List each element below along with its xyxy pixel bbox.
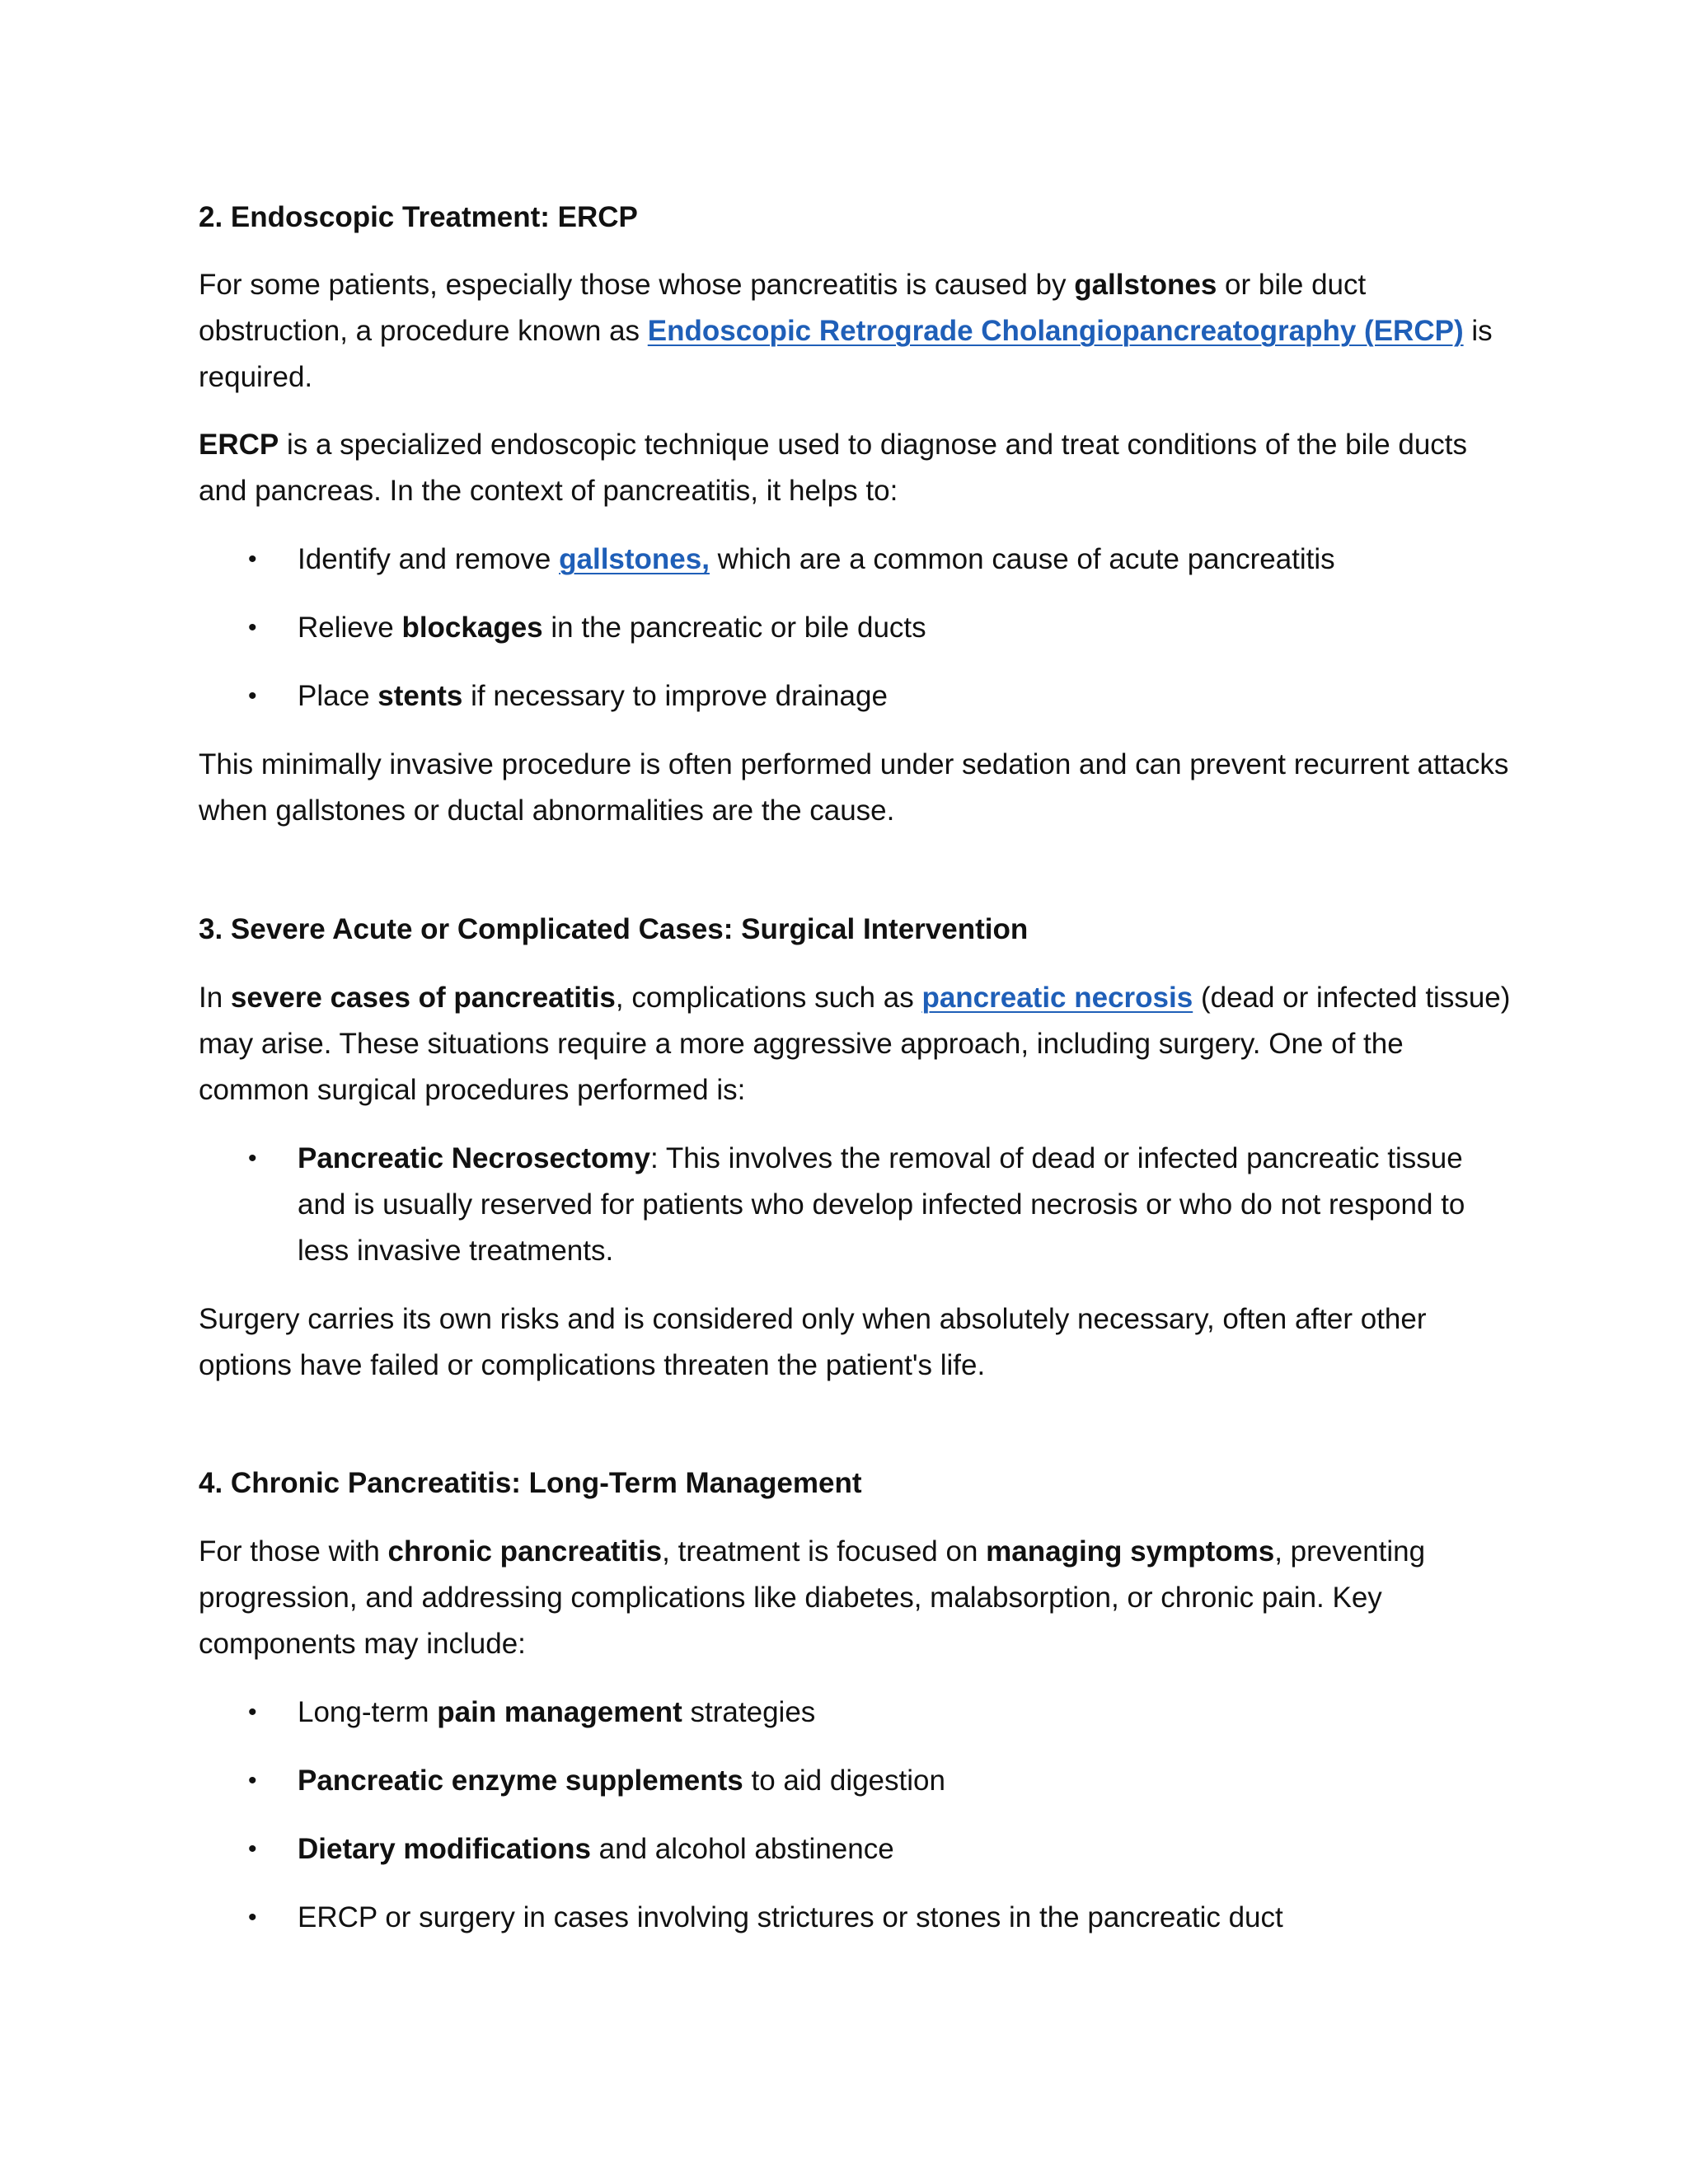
bullet-icon: • xyxy=(248,1145,257,1172)
list-item-text xyxy=(298,1136,1517,1274)
text-run: which are a common cause of acute pancreatitis xyxy=(709,543,1335,575)
text-run: , preventing progression, and addressing complications like diabetes, malabsorption, or chronic pain. Key components may include: xyxy=(199,1535,1426,1660)
bold-term: chronic pancreatitis xyxy=(387,1535,663,1568)
bullet-icon: • xyxy=(248,682,257,710)
bold-term: Dietary modifications xyxy=(298,1833,591,1865)
list-item-text xyxy=(298,1690,1517,1736)
section-heading-surgical: 3. Severe Acute or Complicated Cases: Surgical Intervention xyxy=(199,913,1029,945)
text-run: In xyxy=(199,982,231,1014)
text-run: Relieve xyxy=(298,612,402,644)
text-run: or bile duct obstruction, a procedure known as xyxy=(199,269,1367,347)
bold-term: pain management xyxy=(437,1696,682,1728)
text-run: , treatment is focused on xyxy=(662,1535,987,1568)
chronic-intro-paragraph xyxy=(199,1529,1517,1667)
bullet-icon: • xyxy=(248,614,257,641)
text-run: and alcohol abstinence xyxy=(590,1833,894,1865)
bold-term: stents xyxy=(377,680,463,712)
text-run: For those with xyxy=(199,1535,388,1568)
list-item-text: ERCP or surgery in cases involving strictures or stones in the pancreatic duct xyxy=(298,1901,1283,1933)
bullet-icon: • xyxy=(248,1904,257,1931)
text-run: if necessary to improve drainage xyxy=(462,680,888,712)
pancreatic-necrosis-link[interactable]: pancreatic necrosis xyxy=(921,982,1193,1014)
bold-term: Pancreatic Necrosectomy xyxy=(298,1142,650,1174)
surgical-intro-paragraph xyxy=(199,975,1517,1113)
bold-term: severe cases of pancreatitis xyxy=(230,982,616,1014)
bullet-icon: • xyxy=(248,1835,257,1863)
text-run: : This involves the removal of dead or infected pancreatic tissue and is usually reserved for patients who develop infected necrosis or who do not respond to less invasive treatments. xyxy=(298,1142,1465,1267)
text-run: in the pancreatic or bile ducts xyxy=(542,612,926,644)
ercp-description-paragraph xyxy=(199,422,1517,514)
gallstones-link[interactable]: gallstones, xyxy=(559,543,710,575)
list-item-text xyxy=(298,1826,1517,1872)
text-run: to aid digestion xyxy=(743,1765,945,1797)
text-run: (dead or infected tissue) may arise. These situations require a more aggressive approach, including surgery. One of the common surgical procedures performed is: xyxy=(199,982,1511,1106)
bold-term: managing symptoms xyxy=(986,1535,1275,1568)
ercp-link[interactable]: Endoscopic Retrograde Cholangiopancreatography (ERCP) xyxy=(647,315,1464,347)
text-run: is required. xyxy=(199,315,1493,393)
list-item-text xyxy=(298,1758,1517,1804)
bullet-icon: • xyxy=(248,546,257,573)
text-run: Place xyxy=(298,680,378,712)
bold-term: ERCP xyxy=(199,429,279,461)
bullet-icon: • xyxy=(248,1699,257,1726)
bold-term: blockages xyxy=(401,612,543,644)
text-run: For some patients, especially those whose pancreatitis is caused by xyxy=(199,269,1075,301)
text-run: , complications such as xyxy=(615,982,922,1014)
text-run: is a specialized endoscopic technique used to diagnose and treat conditions of the bile ducts and pancreas. In the context of pancreatitis, it helps to: xyxy=(199,429,1468,507)
list-item-text xyxy=(298,537,1517,583)
section-heading-ercp: 2. Endoscopic Treatment: ERCP xyxy=(199,201,638,233)
surgical-closing-paragraph: Surgery carries its own risks and is considered only when absolutely necessary, often after other options have failed or complications threaten the patient's life. xyxy=(199,1303,1427,1381)
text-run: Long-term xyxy=(298,1696,438,1728)
section-heading-chronic: 4. Chronic Pancreatitis: Long-Term Management xyxy=(199,1467,862,1499)
bullet-icon: • xyxy=(248,1767,257,1794)
bold-term: gallstones xyxy=(1074,269,1217,301)
list-item-text xyxy=(298,673,1517,719)
text-run: strategies xyxy=(682,1696,816,1728)
bold-term: Pancreatic enzyme supplements xyxy=(298,1765,743,1797)
ercp-closing-paragraph: This minimally invasive procedure is often performed under sedation and can prevent recurrent attacks when gallstones or ductal abnormalities are the cause. xyxy=(199,748,1509,827)
ercp-intro-paragraph xyxy=(199,262,1517,401)
list-item-text xyxy=(298,605,1517,651)
text-run: Identify and remove xyxy=(298,543,560,575)
